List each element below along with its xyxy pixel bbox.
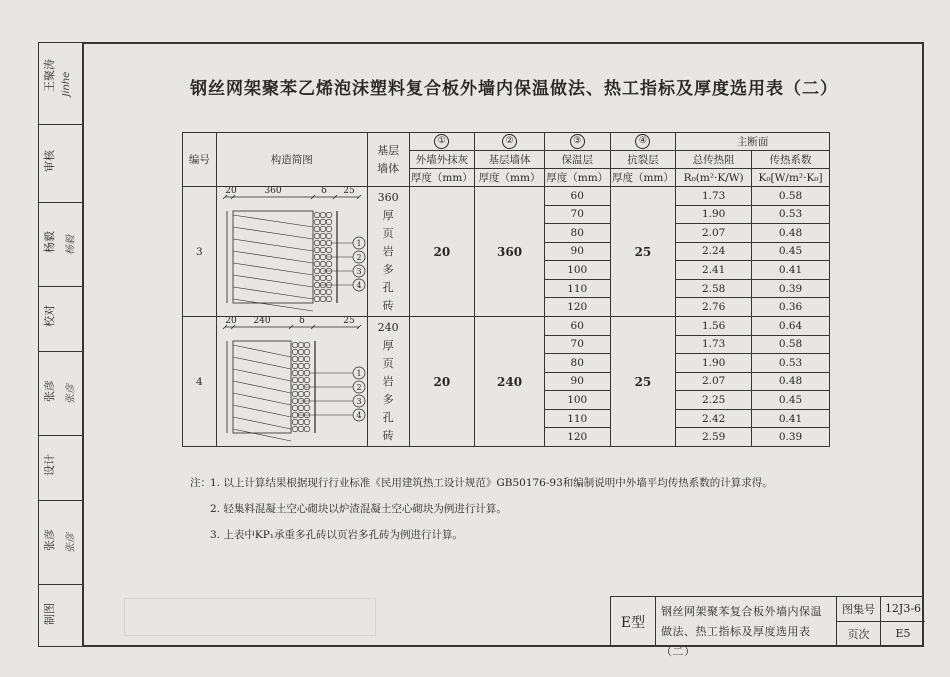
insulation-bead [314,261,320,267]
signature-strip [38,42,82,647]
plaster-thickness: 20 [409,317,475,447]
insulation-bead [292,398,298,404]
wall-desc-char: 240 [377,320,399,334]
header-k-unit: K₀[W/m²·K₀] [752,169,830,187]
insulation-bead [326,275,332,281]
insulation-bead [326,296,332,302]
thermal-resistance: 1.73 [676,335,752,354]
insulation-bead [298,356,304,362]
insulation-thickness: 120 [544,428,610,447]
insulation-bead [304,370,310,376]
insulation-bead [298,342,304,348]
insulation-bead [314,289,320,295]
insulation-thickness: 100 [544,391,610,410]
callout-number: 4 [356,411,362,420]
callout-number: 1 [356,369,362,378]
header-r-unit: R₀(m²·K/W) [676,169,752,187]
insulation-thickness: 60 [544,317,610,336]
insulation-bead [292,384,298,390]
header-diagram: 构造简图 [216,133,367,187]
header-insul: 保温层 [544,151,610,169]
insulation-bead [298,377,304,383]
page-value: E5 [895,627,911,641]
thermal-resistance: 2.07 [676,224,752,243]
wall-desc-char: 砖 [382,298,394,312]
insulation-bead [304,426,310,432]
heat-transfer-coef: 0.45 [752,242,830,261]
insulation-thickness: 70 [544,335,610,354]
wall-desc-char: 厚 [382,208,394,222]
circle-4: ④ [635,134,650,149]
heat-transfer-coef: 0.41 [752,409,830,428]
wall-desc-char: 岩 [382,374,394,388]
thermal-resistance: 2.07 [676,372,752,391]
diagram-cell [216,187,367,317]
dim-label-b: 360 [264,187,282,196]
thermal-resistance: 2.58 [676,279,752,298]
wall-desc-char: 页 [382,356,394,370]
insulation-bead [304,419,310,425]
insulation-bead [298,426,304,432]
dim-label-c: δ [299,317,305,326]
heat-transfer-coef: 0.48 [752,224,830,243]
wall-desc-char: 孔 [382,280,394,294]
page-label: 页次 [837,622,881,647]
signature: 杨毅 [65,234,77,255]
wall-desc-char: 多 [382,392,394,406]
insulation-bead [292,391,298,397]
hatch-line [233,345,291,357]
strip-cell [39,351,82,435]
faded-stamp-box [124,598,376,636]
insulation-bead [314,254,320,260]
insulation-bead [298,384,304,390]
hatch-line [233,215,313,227]
insulation-bead [298,391,304,397]
strip-cell [39,435,82,500]
strip-label: 审核 [43,149,56,172]
insulation-bead [304,342,310,348]
insulation-bead [314,219,320,225]
title-block-type: E型 [611,597,656,646]
insulation-bead [320,226,326,232]
insulation-thickness: 110 [544,409,610,428]
header-thickness-3: 厚度（mm） [544,169,610,187]
wall-desc-char: 岩 [382,244,394,258]
wall-section-diagram [217,317,367,443]
atlas-label: 图集号 [837,597,881,622]
wall-section-diagram [217,187,367,313]
insulation-bead [292,412,298,418]
header-outer-plaster: 外墙外抹灰 [409,151,475,169]
thermal-table [182,132,830,447]
insulation-bead [298,363,304,369]
insulation-thickness: 90 [544,372,610,391]
hatch-line [233,405,291,417]
hatch-line [233,287,313,299]
heat-transfer-coef: 0.64 [752,317,830,336]
title-block [610,596,924,658]
note-2-text: 2. 轻集料混凝土空心砌块以炉渣混凝土空心砌块为例进行计算。 [210,503,507,515]
insulation-bead [304,356,310,362]
diagram-cell [216,317,367,447]
wall-desc-char: 360 [377,190,399,204]
heat-transfer-coef: 0.53 [752,354,830,373]
insulation-bead [314,226,320,232]
wall-desc-char: 页 [382,226,394,240]
insulation-bead [304,377,310,383]
insulation-bead [326,233,332,239]
strip-cell [39,124,82,202]
base-thickness: 240 [475,317,545,447]
insulation-bead [326,240,332,246]
header-crack: 抗裂层 [610,151,676,169]
title-block-desc [655,597,837,658]
insulation-bead [292,377,298,383]
insulation-bead [314,247,320,253]
insulation-bead [326,289,332,295]
heat-transfer-coef: 0.39 [752,428,830,447]
strip-label: 校对 [43,305,56,327]
insulation-bead [292,349,298,355]
thermal-resistance: 1.90 [676,205,752,224]
thermal-resistance: 1.56 [676,317,752,336]
thermal-resistance: 1.73 [676,187,752,206]
callout-number: 3 [356,267,362,276]
insulation-bead [314,282,320,288]
circle-3: ③ [570,134,585,149]
insulation-bead [292,426,298,432]
hatch-line [233,369,291,381]
hatch-line [233,275,313,287]
heat-transfer-coef: 0.41 [752,261,830,280]
signature: 张彦 [65,383,77,404]
heat-transfer-coef: 0.53 [752,205,830,224]
header-k-coef: 传热系数 [752,151,830,169]
table-row [183,187,830,206]
hatch-line [233,417,291,429]
signature: 张彦 [65,532,77,553]
hatch-line [233,251,313,263]
strip-cell [39,202,82,286]
insulation-bead [292,342,298,348]
insulation-bead [320,289,326,295]
insulation-bead [298,349,304,355]
wall-desc-char: 孔 [382,410,394,424]
dim-label-c: δ [321,187,327,196]
wall-desc-char: 砖 [382,428,394,442]
thermal-resistance: 2.25 [676,391,752,410]
insulation-bead [320,254,326,260]
insulation-bead [314,240,320,246]
strip-cell [39,500,82,584]
circle-2: ② [502,134,517,149]
page-title: 钢丝网架聚苯乙烯泡沫塑料复合板外墙内保温做法、热工指标及厚度选用表（二） [190,79,838,99]
insulation-bead [292,356,298,362]
dim-label-a: 20 [224,317,237,326]
callout-number: 2 [356,253,362,262]
wall-desc-char: 厚 [382,338,394,352]
insulation-bead [304,363,310,369]
signature: Jinhe [61,71,73,96]
header-thickness-4: 厚度（mm） [610,169,676,187]
atlas-value: 12J3-6 [881,597,925,622]
strip-label: 王聚涛 [43,58,56,92]
notes [190,470,773,548]
insulation-bead [304,391,310,397]
header-no: 编号 [183,133,217,187]
insulation-bead [292,370,298,376]
note-3 [190,522,773,548]
insulation-thickness: 60 [544,187,610,206]
insulation-bead [326,212,332,218]
hatch-line [233,381,291,393]
insulation-thickness: 80 [544,354,610,373]
heat-transfer-coef: 0.58 [752,335,830,354]
strip-label: 张彦 [43,528,56,551]
header-c3 [544,133,610,151]
wall-desc-cell [367,317,409,447]
header-thickness-2: 厚度（mm） [475,169,545,187]
insulation-bead [292,419,298,425]
insulation-bead [320,296,326,302]
insulation-bead [298,419,304,425]
insulation-bead [292,405,298,411]
thermal-resistance: 2.24 [676,242,752,261]
strip-cell [39,584,82,649]
note-prefix: 注： [190,477,211,489]
callout-number: 2 [356,383,362,392]
insulation-thickness: 90 [544,242,610,261]
wall-desc-cell [367,187,409,317]
note-1-text: 1. 以上计算结果根据现行行业标准《民用建筑热工设计规范》GB50176-93和编制说明中外墙平均传热系数的计算求得。 [210,477,773,489]
insulation-thickness: 110 [544,279,610,298]
table-row [183,317,830,336]
insulation-bead [314,212,320,218]
header-base-wall: 基层墙体 [367,133,409,187]
callout-number: 1 [356,239,362,248]
thermal-resistance: 2.42 [676,409,752,428]
header-c4 [610,133,676,151]
dim-label-a: 20 [224,187,237,196]
insulation-thickness: 70 [544,205,610,224]
heat-transfer-coef: 0.48 [752,372,830,391]
thermal-resistance: 1.90 [676,354,752,373]
heat-transfer-coef: 0.58 [752,187,830,206]
callout-number: 4 [356,281,362,290]
dim-label-d: 25 [342,187,355,196]
hatch-line [233,357,291,369]
heat-transfer-coef: 0.45 [752,391,830,410]
header-base: 基层墙体 [475,151,545,169]
insulation-bead [304,349,310,355]
hatch-line [233,227,313,239]
insulation-thickness: 120 [544,298,610,317]
dim-label-d: 25 [342,317,355,326]
hatch-line [233,393,291,405]
header-c2 [475,133,545,151]
wall-desc-char: 多 [382,262,394,276]
insulation-bead [320,275,326,281]
insulation-bead [314,296,320,302]
thermal-resistance: 2.59 [676,428,752,447]
note-2 [190,496,773,522]
insulation-bead [320,233,326,239]
thermal-resistance: 2.41 [676,261,752,280]
title-block-desc-line2: 做法、热工指标及厚度选用表（二） [661,625,811,658]
insulation-bead [298,370,304,376]
insulation-bead [320,240,326,246]
callout-number: 3 [356,397,362,406]
strip-label: 制图 [43,603,56,625]
heat-transfer-coef: 0.39 [752,279,830,298]
insulation-bead [326,219,332,225]
thermal-resistance: 2.76 [676,298,752,317]
heat-transfer-coef: 0.36 [752,298,830,317]
circle-1: ① [434,134,449,149]
insulation-thickness: 100 [544,261,610,280]
insulation-bead [292,363,298,369]
group-number: 3 [183,187,217,317]
insulation-bead [314,233,320,239]
insulation-thickness: 80 [544,224,610,243]
header-c1 [409,133,475,151]
strip-label: 设计 [43,454,56,476]
base-thickness: 360 [475,187,545,317]
title-block-desc-line1: 钢丝网架聚苯复合板外墙内保温 [661,605,822,618]
note-3-text: 3. 上表中KP₁承重多孔砖以页岩多孔砖为例进行计算。 [210,529,463,541]
crack-thickness: 25 [610,187,676,317]
hatch-line [233,239,313,251]
insulation-bead [298,405,304,411]
crack-thickness: 25 [610,317,676,447]
insulation-bead [320,212,326,218]
strip-cell [39,43,82,124]
strip-label: 张彦 [43,379,56,402]
insulation-bead [326,247,332,253]
group-number: 4 [183,317,217,447]
insulation-bead [314,268,320,274]
hatch-line [233,263,313,275]
insulation-bead [326,261,332,267]
note-1 [190,470,773,496]
insulation-bead [314,275,320,281]
insulation-bead [320,219,326,225]
header-r-total: 总传热阻 [676,151,752,169]
hatch-line [233,429,291,441]
strip-cell [39,286,82,351]
hatch-line [233,299,313,311]
plaster-thickness: 20 [409,187,475,317]
header-main-section: 主断面 [676,133,830,151]
dim-label-b: 240 [253,317,271,326]
insulation-bead [320,261,326,267]
insulation-bead [320,247,326,253]
insulation-bead [304,405,310,411]
header-thickness-1: 厚度（mm） [409,169,475,187]
strip-label: 杨毅 [43,230,56,253]
insulation-bead [326,226,332,232]
